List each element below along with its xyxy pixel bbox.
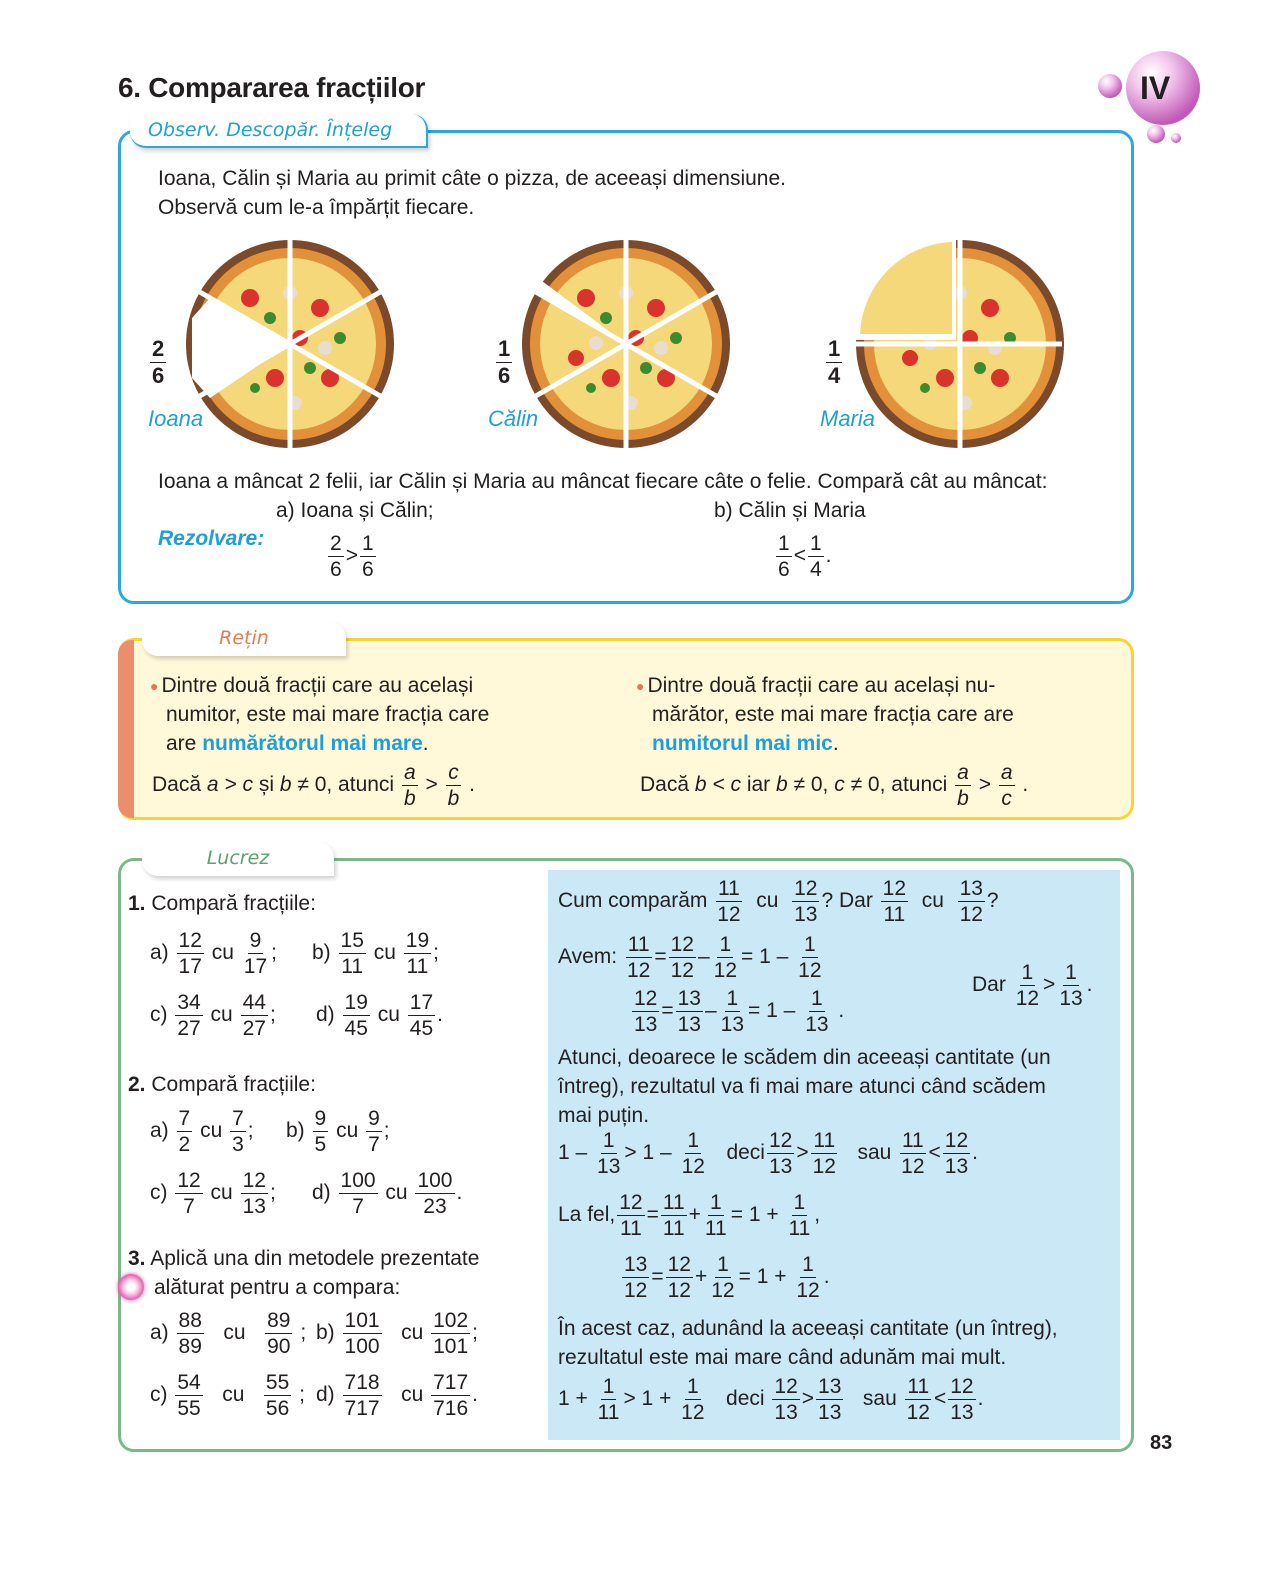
method-lafel-line-2: $\frac{13}{12}$ = $\frac{12}{12}$ + $\frac{1}{12}$ = 1 + $\frac{1}{12}$ . bbox=[624, 1253, 830, 1302]
method-conclusion-1: 1 – $\frac{1}{13}$ > 1 – $\frac{1}{12}$ deci $\frac{12}{13}$ > $\frac{11}{12}$ sau $\frac{11}{12}$ < $\frac{12}{13}$ . bbox=[558, 1129, 978, 1178]
page-title: 6. Compararea fracțiilor bbox=[118, 72, 426, 103]
bullet-icon: ● bbox=[150, 677, 159, 694]
method-dar-comparison: Dar $\frac{1}{12}$ > $\frac{1}{13}$ . bbox=[972, 961, 1093, 1010]
pizza-calin-name: Călin bbox=[488, 406, 539, 431]
retin-right-line-3: numitorul mai mic. bbox=[652, 732, 839, 755]
pizza-calin-fraction: 1 6 bbox=[498, 336, 511, 388]
exercise-1c: c) $\frac{34}{27}$ cu $\frac{44}{27}$ ; bbox=[150, 991, 276, 1040]
exercise-3c: c) $\frac{54}{55}$ cu $\frac{55}{56}$ ; bbox=[150, 1371, 305, 1420]
pizza-ioana-name: Ioana bbox=[148, 406, 204, 431]
page-number: 83 bbox=[1150, 1432, 1173, 1454]
exercise-2c: c) $\frac{12}{7}$ cu $\frac{12}{13}$ ; bbox=[150, 1169, 276, 1218]
method-avem-line-2: $\frac{12}{13}$ = $\frac{13}{13}$ – $\frac{1}{13}$ = 1 – $\frac{1}{13}$ . bbox=[634, 987, 845, 1036]
retin-right-line-1: ● Dintre două fracții care au același nu- bbox=[636, 674, 996, 697]
retin-right-line-2: mărător, este mai mare fracția care are bbox=[652, 703, 1014, 726]
pizza-maria-image bbox=[850, 238, 1070, 450]
exercise-1d: d) $\frac{19}{45}$ cu $\frac{17}{45}$ . bbox=[316, 991, 443, 1040]
bullet-icon: ● bbox=[636, 677, 645, 694]
pizza-ioana-fraction: 2 6 bbox=[152, 336, 165, 388]
pizza-calin-image bbox=[516, 238, 736, 450]
exercise-3a: a) $\frac{88}{89}$ cu $\frac{89}{90}$ ; bbox=[150, 1309, 307, 1358]
exercise-3b: b) $\frac{101}{100}$ cu $\frac{102}{101}$ ; bbox=[316, 1309, 479, 1358]
answer-a: $\frac{2}{6}$ > $\frac{1}{6}$ bbox=[330, 532, 374, 581]
pizza-ioana-image bbox=[180, 238, 400, 450]
retin-accent-bar bbox=[118, 640, 134, 818]
method-question: Cum comparăm $\frac{11}{12}$ cu $\frac{12}{13}$ ? Dar $\frac{12}{11}$ cu $\frac{13}{12}$ ? bbox=[558, 877, 999, 926]
retin-left-line-1: ● Dintre două fracții care au același bbox=[150, 674, 474, 697]
exercise-1-title: 1. Compară fracțiile: bbox=[128, 892, 316, 915]
part-a-text: a) Ioana și Călin; bbox=[276, 499, 434, 522]
exercise-3-title-1: 3. Aplică una din metodele prezentate bbox=[128, 1247, 480, 1270]
retin-left-line-3: are numărătorul mai mare. bbox=[166, 732, 429, 755]
chapter-number: IV bbox=[1140, 70, 1171, 106]
exercise-2b: b) $\frac{9}{5}$ cu $\frac{9}{7}$ ; bbox=[286, 1107, 390, 1156]
exercise-1a: a) $\frac{12}{17}$ cu $\frac{9}{17}$ ; bbox=[150, 929, 277, 978]
star-icon bbox=[118, 1274, 144, 1300]
pizza-maria-name: Maria bbox=[820, 406, 876, 431]
observ-tab: Observ. Descopăr. Înțeleg bbox=[130, 114, 428, 148]
pizza-maria-fraction: 1 4 bbox=[828, 336, 841, 388]
retin-left-line-2: numitor, este mai mare fracția care bbox=[166, 703, 490, 726]
method-lafel-line-1: La fel, $\frac{12}{11}$ = $\frac{11}{11}$ + $\frac{1}{11}$ = 1 + $\frac{1}{11}$ , bbox=[558, 1191, 821, 1240]
method-conclusion-2: 1 + $\frac{1}{11}$ > 1 + $\frac{1}{12}$ deci $\frac{12}{13}$ > $\frac{13}{13}$ sau $\frac{11}{12}$ < $\frac{12}{13}$ . bbox=[558, 1375, 984, 1424]
method-atunci-line-2: întreg), rezultatul va fi mai mare atunci când scădem bbox=[558, 1075, 1046, 1098]
retin-left-formula: Dacă a > c și b ≠ 0, atunci $\frac{a}{b}$ > $\frac{c}{b}$ . bbox=[152, 761, 475, 810]
question-text: Ioana a mâncat 2 felii, iar Călin și Maria au mâncat fiecare câte o felie. Compară cât au mâncat: bbox=[158, 470, 1048, 493]
retin-right-formula: Dacă b < c iar b ≠ 0, c ≠ 0, atunci $\frac{a}{b}$ > $\frac{a}{c}$ . bbox=[640, 761, 1029, 810]
answer-b: $\frac{1}{6}$ < $\frac{1}{4}$ . bbox=[778, 532, 832, 581]
exercise-3d: d) $\frac{718}{717}$ cu $\frac{717}{716}$ . bbox=[316, 1371, 479, 1420]
method-atunci-line-3: mai puțin. bbox=[558, 1104, 650, 1127]
lucrez-tab: Lucrez bbox=[142, 842, 334, 876]
exercise-3-title-2: alăturat pentru a compara: bbox=[154, 1276, 401, 1299]
intro-line-2: Observă cum le-a împărțit fiecare. bbox=[158, 196, 475, 219]
exercise-2d: d) $\frac{100}{7}$ cu $\frac{100}{23}$ . bbox=[312, 1169, 463, 1218]
method-avem-line-1: Avem: $\frac{11}{12}$ = $\frac{12}{12}$ – $\frac{1}{12}$ = 1 – $\frac{1}{12}$ bbox=[558, 933, 822, 982]
method-caz-line-2: rezultatul este mai mare când adunăm mai mult. bbox=[558, 1346, 1007, 1369]
intro-line-1: Ioana, Călin și Maria au primit câte o pizza, de aceeași dimensiune. bbox=[158, 167, 786, 190]
exercise-1b: b) $\frac{15}{11}$ cu $\frac{19}{11}$ ; bbox=[312, 929, 439, 978]
retin-tab: Rețin bbox=[142, 622, 346, 656]
part-b-text: b) Călin și Maria bbox=[714, 499, 866, 522]
rezolvare-label: Rezolvare: bbox=[158, 527, 265, 550]
exercise-2a: a) $\frac{7}{2}$ cu $\frac{7}{3}$ ; bbox=[150, 1107, 254, 1156]
method-caz-line-1: În acest caz, adunând la aceeași cantitate (un întreg), bbox=[558, 1317, 1058, 1340]
exercise-2-title: 2. Compară fracțiile: bbox=[128, 1073, 316, 1096]
method-atunci-line-1: Atunci, deoarece le scădem din aceeași cantitate (un bbox=[558, 1046, 1051, 1069]
